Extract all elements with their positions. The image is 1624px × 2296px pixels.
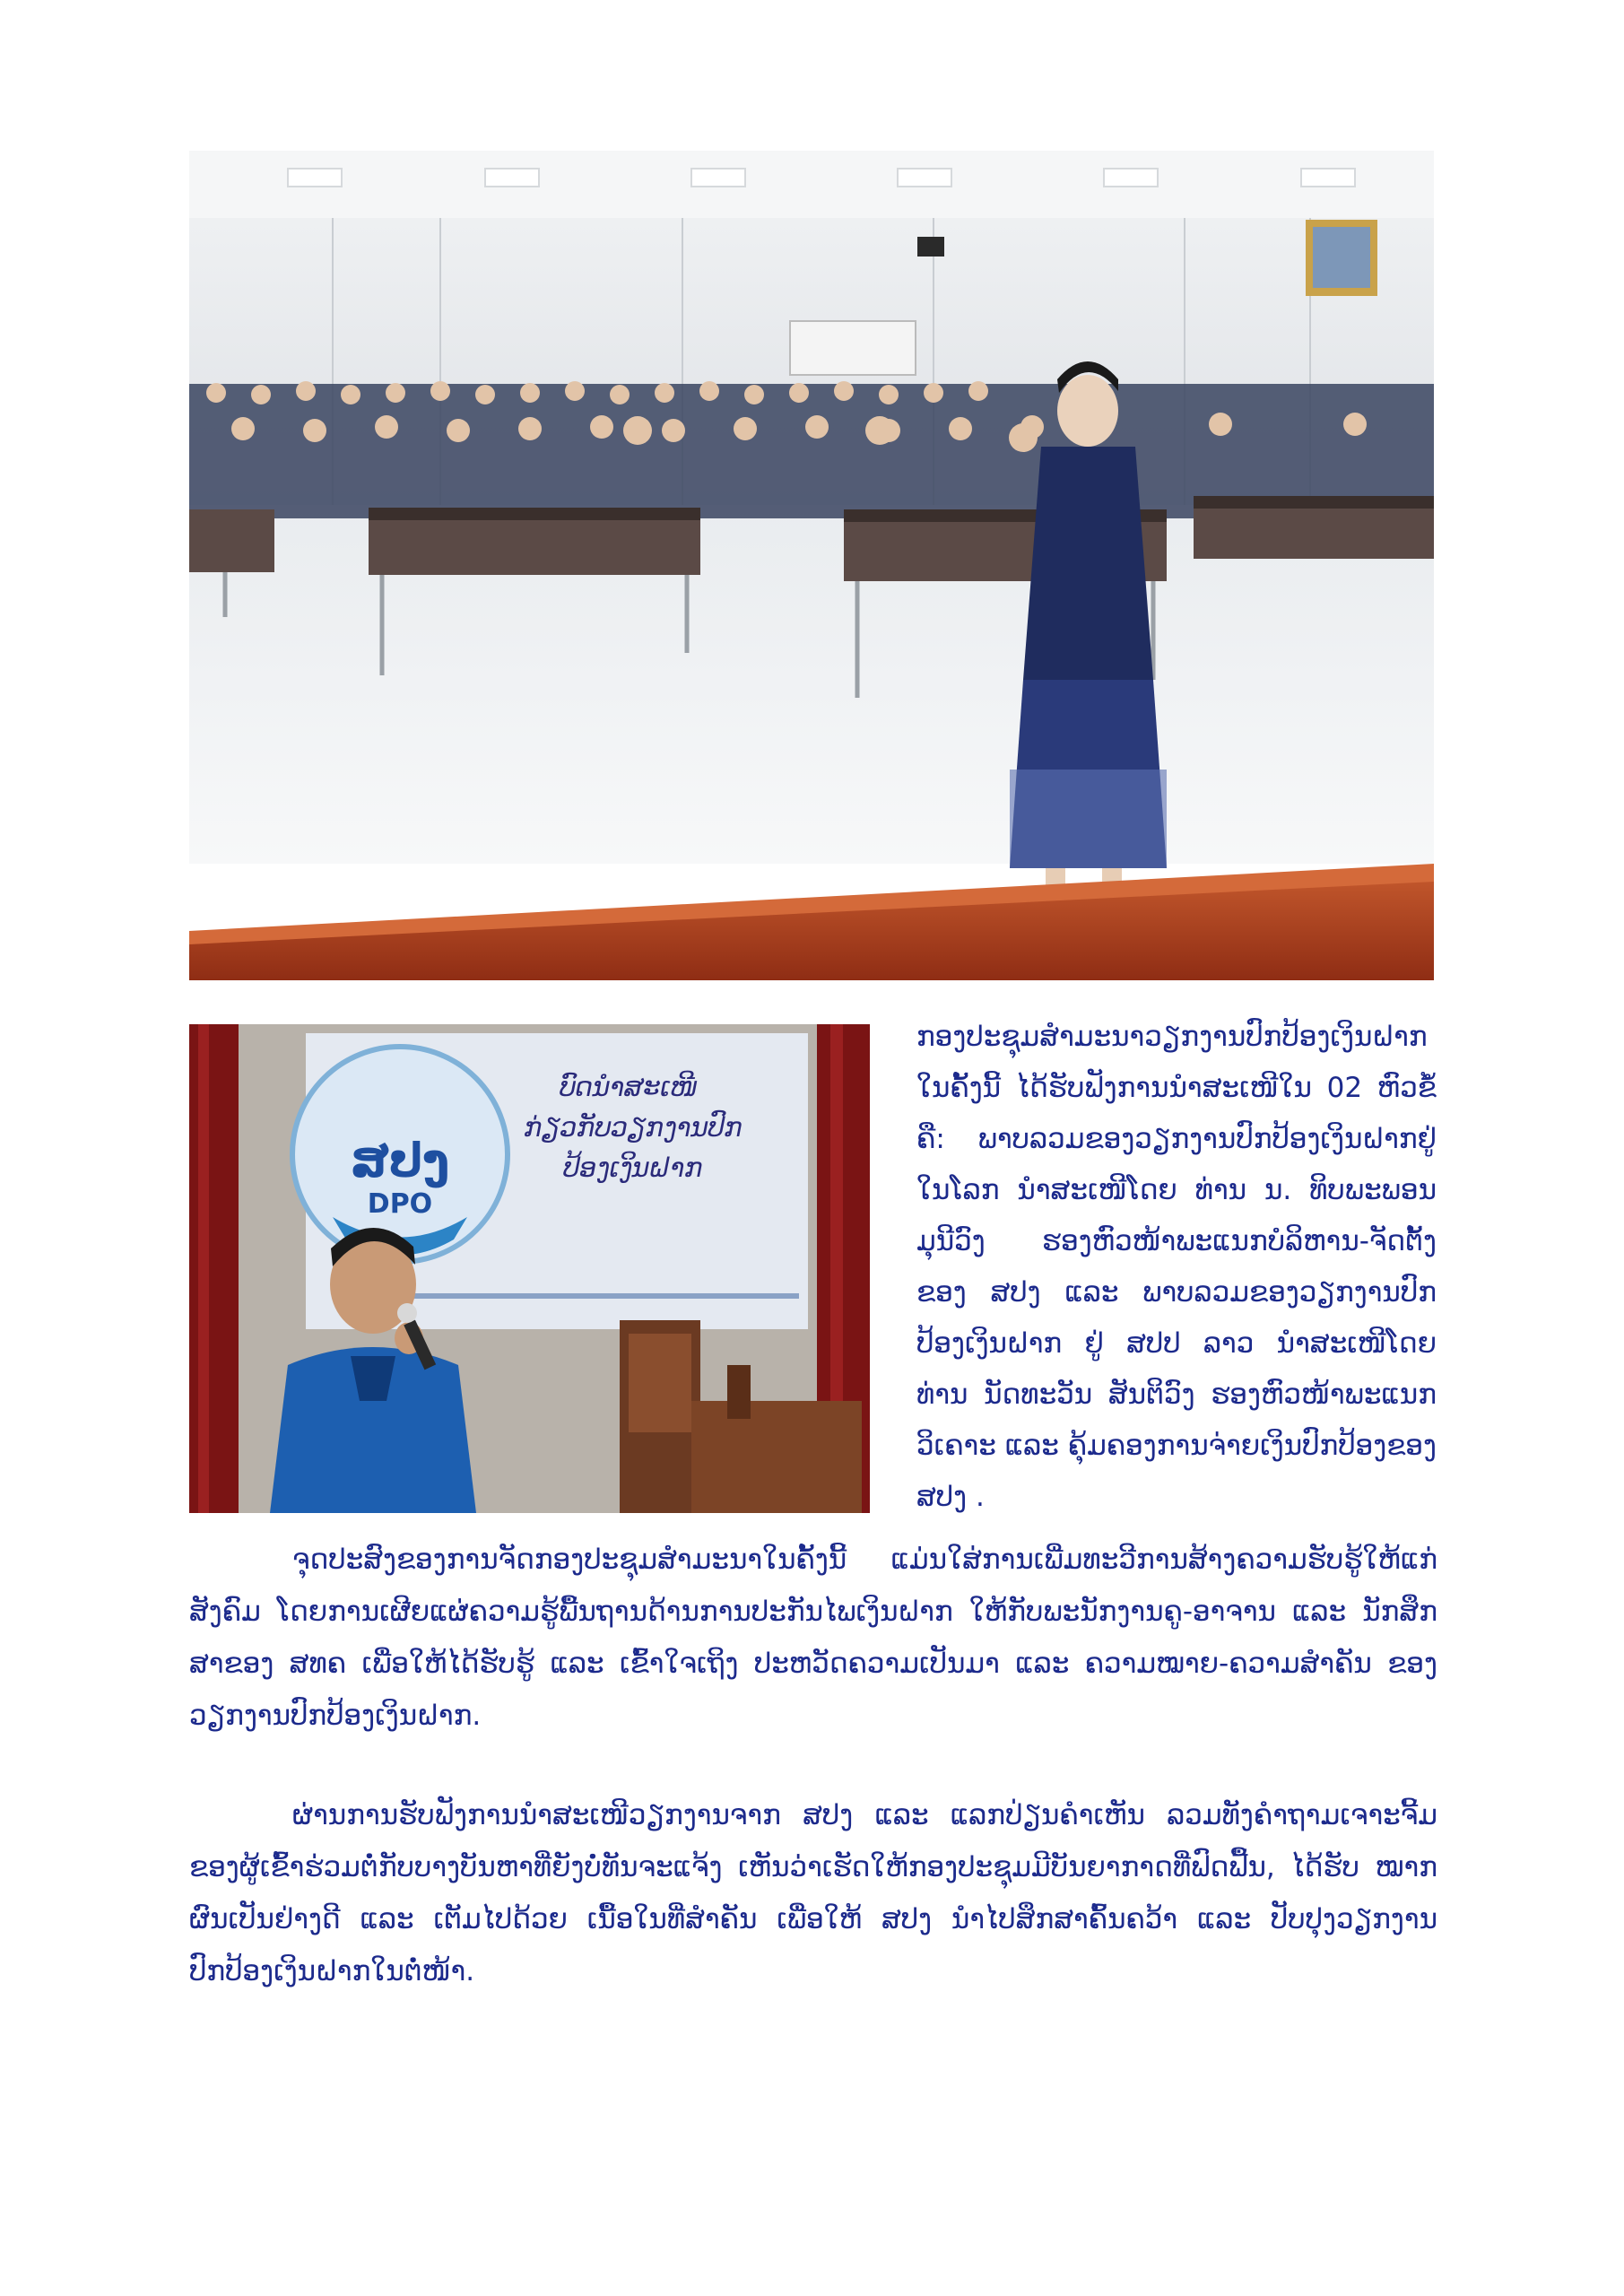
outcome-paragraph: ຜ່ານການຮັບຟັງການນຳສະເໜີວຽກງານຈາກ ສປງ ແລະ ແລກປ່ຽນຄຳເຫັນ ລວມທັງຄຳຖາມເຈາະຈີ້ມ ຂອງຜູ້ເຂົ້າຮ່ວມຕໍ່ກັບບາງບັນຫາທີ່ຍັງບໍ່ທັນຈະແຈ້ງ ເຫັນວ່າເຮັດໃຫ້ກອງປະຊຸມມີບັນຍາກາດທີ່ຟົດຟື້ນ, ໄດ້ຮັບ ໝາກຜົນເປັນຢ່າງດີ ແລະ ເຕັມໄປດ້ວຍ ເນື້ອໃນທີ່ສຳຄັນ ເພື່ອໃຫ້ ສປງ ນຳໄປສຶກສາຄົ້ນຄວ້າ ແລະ ປັບປຸງວຽກງານ ປົກປ້ອງເງິນຝາກໃນຕໍ່ໜ້າ.: [189, 1799, 1437, 1987]
purpose-paragraph: ຈຸດປະສົງຂອງການຈັດກອງປະຊຸມສຳມະນາໃນຄັ້ງນີ້ ແມ່ນໃສ່ການເພີ່ມທະວີການສ້າງຄວາມຮັບຮູ້ໃຫ້ແກ່ ສັງຄົມ ໂດຍການເຜີຍແຜ່ຄວາມຮູ້ພື້ນຖານດ້ານການປະກັນໄພເງິນຝາກ ໃຫ້ກັບພະນັກງານຄູ-ອາຈານ ແລະ ນັກສຶກ ສາຂອງ ສທຄ ເພື່ອໃຫ້ໄດ້ຮັບຮູ້ ແລະ ເຂົ້າໃຈເຖິງ ປະຫວັດຄວາມເປັນມາ ແລະ ຄວາມໝາຍ-ຄວາມສຳຄັນ ຂອງວຽກງານປົກປ້ອງເງິນຝາກ.: [189, 1544, 1437, 1732]
screen-logo-text: ສປງ: [350, 1135, 450, 1188]
screen-logo-sub: DPO: [367, 1188, 433, 1220]
screen-title-line2: ກ່ຽວກັບວຽກງານປົກ: [524, 1112, 743, 1144]
speaker-with-microphone-photo: [189, 1024, 870, 1513]
screen-title-line1: ບົດນຳສະເໜີ: [559, 1072, 699, 1103]
screen-title-line3: ປ້ອງເງິນຝາກ: [563, 1152, 703, 1184]
conference-hall-photo: [189, 151, 1434, 980]
speaker-caption-text: ກອງປະຊຸມສຳມະນາວຽກງານປົກປ້ອງເງິນຝາກ ໃນຄັ້ງນີ້ ໄດ້ຮັບຟັງການນຳສະເໜີໃນ 02 ຫົວຂໍ້ ຄື: ພາບລວມຂອງວຽກງານປົກປ້ອງເງິນຝາກຢູ່ ໃນໂລກ ນຳສະເໜີໂດຍ ທ່ານ ນ. ທິບພະພອນ ມຸນີວົງ ຮອງຫົວໜ້າພະແນກບໍລິຫານ-ຈັດຕັ້ງ ຂອງ ສປງ ແລະ ພາບລວມຂອງວຽກງານປົກ ປ້ອງເງິນຝາກ ຢູ່ ສປປ ລາວ ນຳສະເໜີໂດຍ ທ່ານ ນັດທະວັນ ສັນຕິວົງ ຮອງຫົວໜ້າພະແນກວິເຄາະ ແລະ ຄຸ້ມຄອງການຈ່າຍເງິນປົກປ້ອງຂອງ ສປງ .: [916, 1021, 1437, 1513]
